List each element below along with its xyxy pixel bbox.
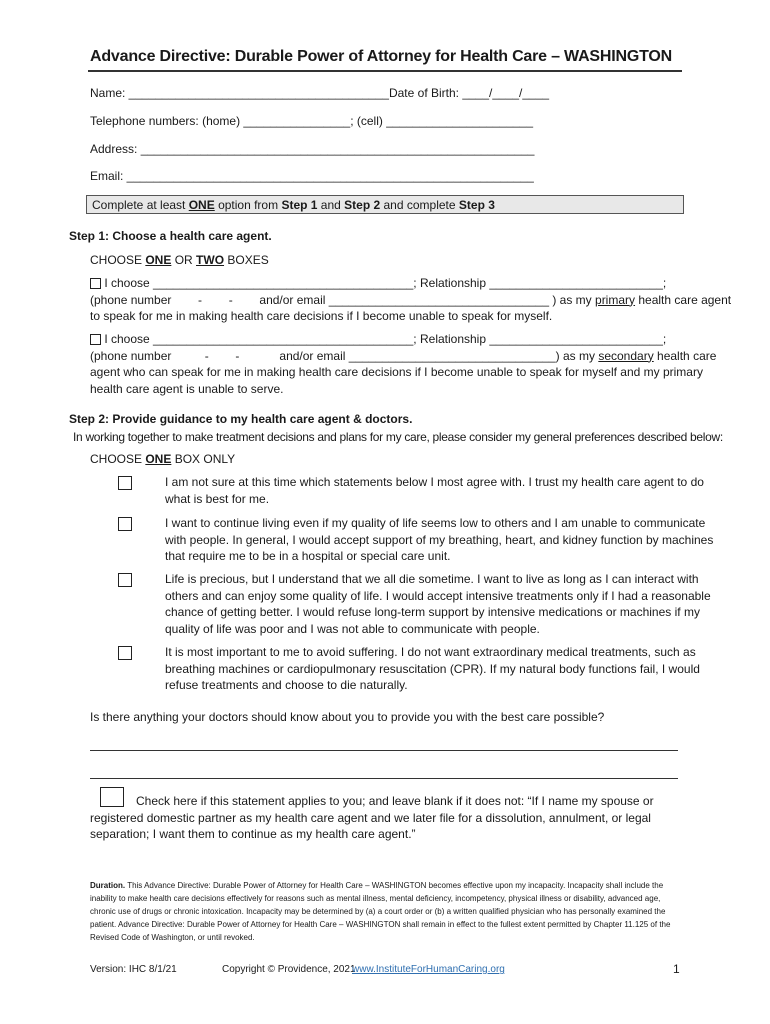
answer-line[interactable]	[90, 778, 678, 779]
address-field[interactable]: Address: ___________________________________________________________	[90, 142, 535, 156]
step2-instruction: CHOOSE ONE BOX ONLY	[90, 452, 236, 466]
duration-paragraph: Duration. This Advance Directive: Durable Power of Attorney for Health Care – WASHINGTON becomes effective upon my incapacity. Incapacity shall include the inability to make health care decisions effectively for reasons such as mental illness, mental deficiency, incompetency, physical illness or disability, advanced age, chronic use of drugs or chronic intoxication. Incapacity may be determined by (a) a court order or (b) a written qualified physician who has personally examined the patient. Advance Directive: Durable Power of Attorney for Health Care – WASHINGTON shall remain in effect to the fullest extent permitted by Chapter 11.125 of the Revised Code of Washington, or until revoked.	[90, 881, 671, 942]
doctors-question: Is there anything your doctors should know about you to provide you with the best care possible?	[90, 710, 605, 724]
page-title: Advance Directive: Durable Power of Attorney for Health Care – WASHINGTON	[90, 48, 672, 65]
phone-field[interactable]: Telephone numbers: (home) ________________; (cell) ______________________	[90, 114, 534, 128]
answer-line[interactable]	[90, 750, 678, 751]
step2-intro: In working together to make treatment decisions and plans for my care, please consider my general preferences described below:	[73, 430, 723, 444]
option-text: It is most important to me to avoid suffering. I do not want extraordinary medical treatments, such as breathing machines or cardiopulmonary resuscitation (CPR). If my natural body functions fail, I would refuse treatments and choose to die naturally.	[165, 645, 700, 692]
instruction-notice: Complete at least ONE option from Step 1 and Step 2 and complete Step 3	[86, 195, 684, 214]
step2-heading: Step 2: Provide guidance to my health care agent & doctors.	[69, 412, 413, 426]
step1-instruction: CHOOSE ONE OR TWO BOXES	[90, 253, 269, 267]
option-text: I am not sure at this time which statements below I most agree with. I trust my health care agent to do what is best for me.	[165, 475, 704, 506]
copyright-label: Copyright © Providence, 2021	[222, 964, 356, 975]
option-checkbox[interactable]	[118, 517, 132, 531]
website-link[interactable]: www.InstituteForHumanCaring.org	[352, 964, 505, 975]
name-field[interactable]: Name: _______________________________________Date of Birth: ____/____/____	[90, 86, 550, 100]
version-label: Version: IHC 8/1/21	[90, 964, 177, 975]
primary-agent-block: I choose _______________________________________; Relationship __________________________; (phone number - - and/or email _________________________________ ) as my primary health care agent to speak for me in making health care decisions if I become unable to speak for myself.	[90, 276, 732, 323]
title-rule	[88, 70, 682, 72]
step1-heading: Step 1: Choose a health care agent.	[69, 229, 272, 243]
option-checkbox[interactable]	[118, 573, 132, 587]
spouse-statement-text: Check here if this statement applies to you; and leave blank if it does not: “If I name my spouse or registered domestic partner as my health care agent and we later file for a dissolution, annulment, or legal separation; I want them to continue as my health care agent.”	[90, 794, 654, 841]
option-checkbox[interactable]	[118, 476, 132, 490]
option-text: Life is precious, but I understand that we all die sometime. I want to live as long as I can interact with others and can enjoy some quality of life. I would accept intensive treatments only if I had a reasonable chance of getting better. I would refuse long-term support by intensive medications or machines if my quality of life was poor and I was not able to communicate with people.	[165, 572, 711, 636]
option-checkbox[interactable]	[118, 646, 132, 660]
email-field[interactable]: Email: _____________________________________________________________	[90, 169, 534, 183]
option-text: I want to continue living even if my quality of life seems low to others and I am unable to communicate with people. In general, I would accept support of my breathing, heart, and kidney function by machines that require me to be in a hospital or special care unit.	[165, 516, 714, 563]
secondary-agent-checkbox[interactable]	[90, 334, 101, 345]
secondary-agent-block: I choose _______________________________________; Relationship __________________________; (phone number - - and/or email _______________________________) as my secondary health care agent who can speak for me in making health care decisions if I become unable to speak for myself and my primary health care agent is unable to serve.	[90, 332, 717, 396]
primary-agent-checkbox[interactable]	[90, 278, 101, 289]
page-number: 1	[673, 962, 680, 976]
